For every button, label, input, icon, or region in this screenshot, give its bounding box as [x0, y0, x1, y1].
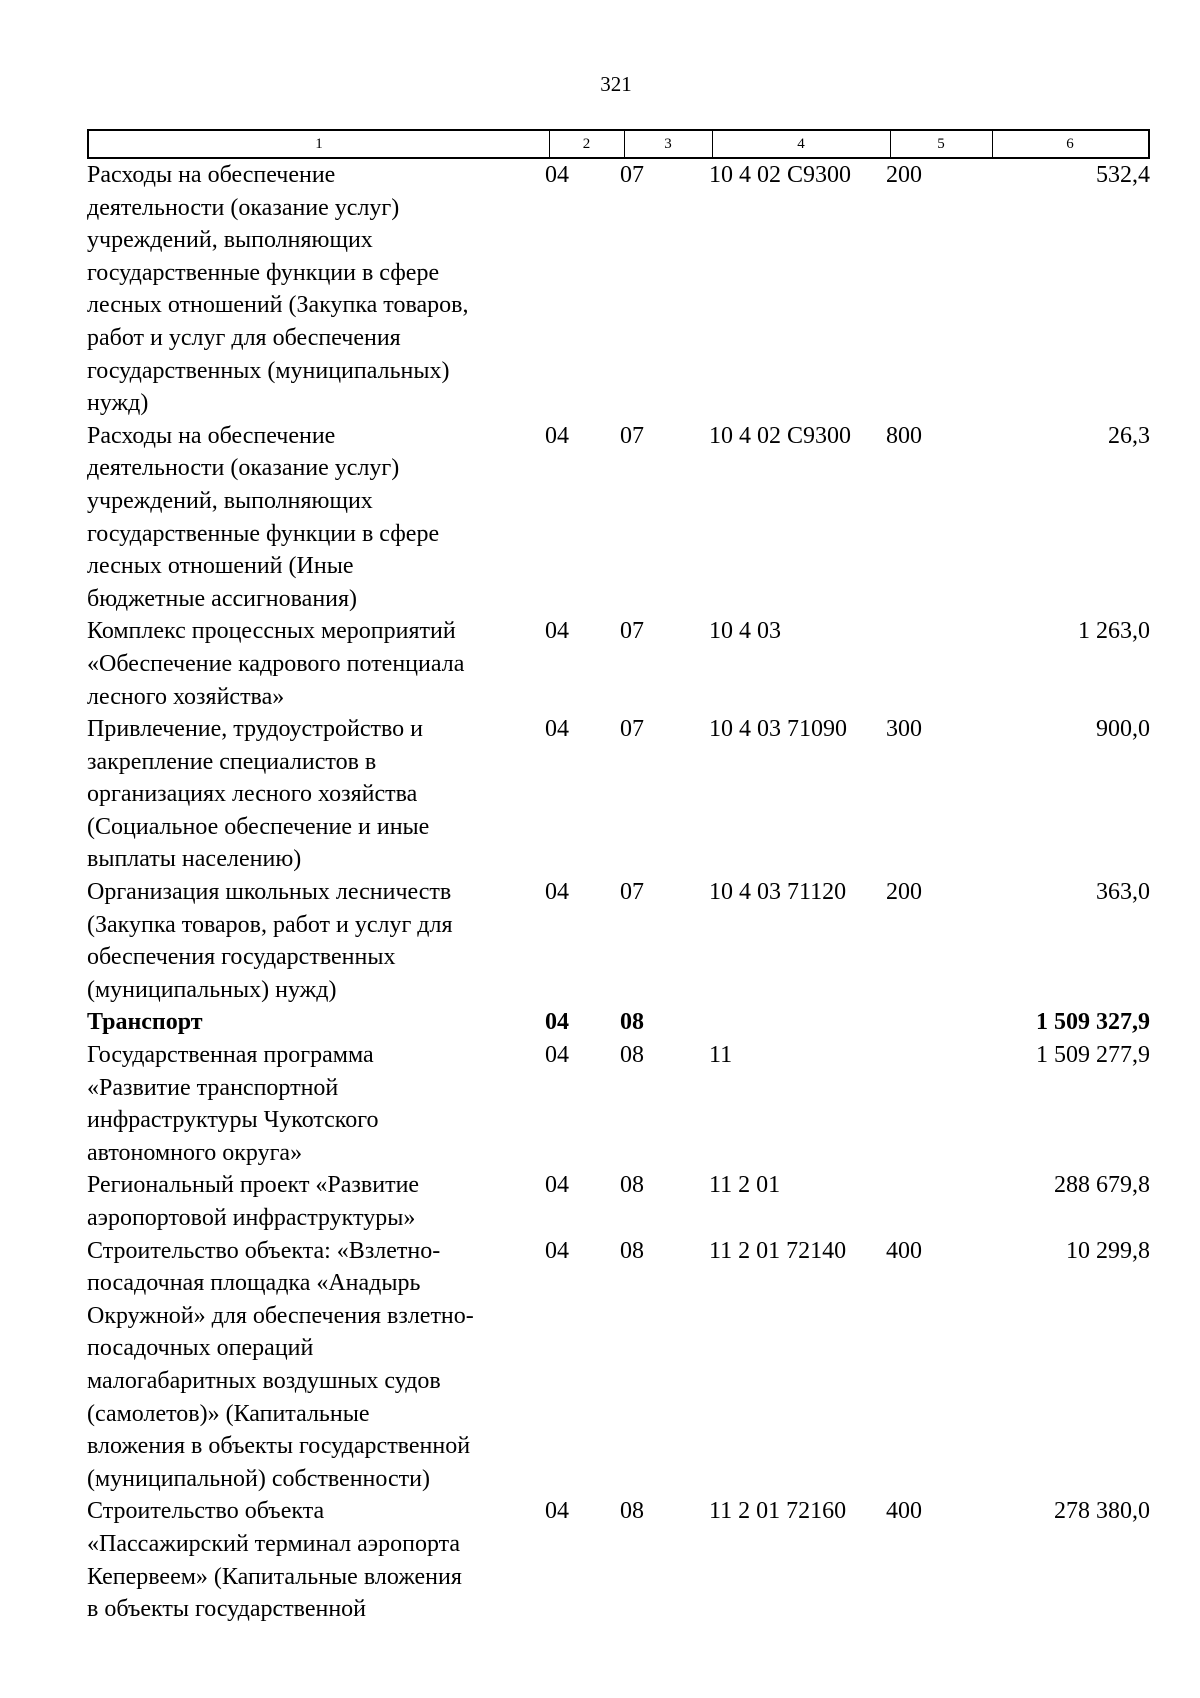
description-line: государственные функции в сфере [87, 259, 440, 286]
description-line: закрепление специалистов в [87, 748, 377, 775]
row-subsection: 08 [620, 1009, 644, 1036]
row-subsection: 08 [620, 1172, 644, 1199]
table-row [0, 1006, 1200, 1039]
table-row [0, 1169, 1200, 1234]
description-line: в объекты государственной [87, 1596, 367, 1623]
description-line: (муниципальной) собственности) [87, 1465, 430, 1492]
table-row [0, 1039, 1200, 1169]
row-expense-type: 200 [886, 879, 922, 906]
description-line: государственные функции в сфере [87, 520, 440, 547]
row-description [87, 615, 547, 713]
row-section: 04 [545, 1042, 569, 1069]
description-line: обеспечения государственных [87, 944, 396, 971]
row-amount: 1 509 327,9 [1036, 1009, 1150, 1036]
row-amount: 278 380,0 [1054, 1498, 1150, 1525]
row-target-article: 10 4 02 С9300 [709, 422, 852, 449]
row-description [87, 1039, 547, 1169]
row-description [87, 876, 547, 1006]
description-line: посадочная площадка «Анадырь [87, 1270, 421, 1297]
row-subsection: 07 [620, 618, 644, 645]
row-target-article: 11 2 01 72140 [709, 1237, 847, 1264]
row-amount: 10 299,8 [1066, 1237, 1150, 1264]
row-expense-type: 400 [886, 1498, 922, 1525]
description-line: Комплекс процессных мероприятий [87, 618, 456, 645]
row-description [87, 713, 547, 876]
row-amount: 532,4 [1096, 162, 1150, 188]
description-line: инфраструктуры Чукотского [87, 1107, 379, 1134]
description-line: государственных (муниципальных) [87, 357, 450, 384]
description-line: лесного хозяйства» [87, 683, 285, 710]
description-line: лесных отношений (Иные [87, 553, 354, 580]
row-target-article: 10 4 03 71120 [709, 879, 847, 906]
row-subsection: 07 [620, 162, 644, 188]
row-section: 04 [545, 879, 569, 906]
table-row [0, 876, 1200, 1006]
row-amount: 288 679,8 [1054, 1172, 1150, 1199]
page-number: 321 [600, 72, 632, 96]
description-line: Строительство объекта [87, 1498, 325, 1525]
table-body [0, 159, 1200, 1626]
row-target-article: 10 4 03 71090 [709, 716, 847, 743]
description-line: вложения в объекты государственной [87, 1433, 471, 1460]
row-target-article: 11 2 01 72160 [709, 1498, 847, 1525]
row-expense-type: 300 [886, 716, 922, 743]
table-row [0, 615, 1200, 713]
table-row [0, 1235, 1200, 1496]
row-subsection: 08 [620, 1237, 644, 1264]
description-line: организациях лесного хозяйства [87, 781, 418, 808]
description-line: Региональный проект «Развитие [87, 1172, 420, 1199]
row-amount: 26,3 [1108, 422, 1150, 449]
table-row [0, 1495, 1200, 1625]
row-expense-type: 200 [886, 162, 922, 188]
description-line: (муниципальных) нужд) [87, 976, 337, 1003]
row-section: 04 [545, 716, 569, 743]
description-line: Государственная программа [87, 1042, 374, 1069]
description-line: малогабаритных воздушных судов [87, 1367, 441, 1394]
description-line: Кепервеем» (Капитальные вложения [87, 1563, 462, 1590]
description-line: (самолетов)» (Капитальные [87, 1400, 370, 1427]
description-line: Организация школьных лесничеств [87, 879, 452, 906]
row-target-article: 10 4 02 С9300 [709, 162, 852, 188]
table-row [0, 713, 1200, 876]
header-col-4: 4 [797, 136, 805, 152]
row-description [87, 1235, 547, 1496]
row-amount: 363,0 [1096, 879, 1150, 906]
row-subsection: 08 [620, 1498, 644, 1525]
description-line: Расходы на обеспечение [87, 422, 336, 449]
header-col-5: 5 [937, 136, 945, 152]
row-target-article: 11 2 01 [709, 1172, 781, 1199]
description-line: нужд) [87, 390, 149, 417]
table-header [87, 129, 1150, 159]
row-description [87, 159, 547, 420]
row-subsection: 08 [620, 1042, 644, 1069]
description-line: учреждений, выполняющих [87, 227, 373, 254]
row-subsection: 07 [620, 716, 644, 743]
row-description [87, 420, 547, 616]
description-line: учреждений, выполняющих [87, 487, 373, 514]
description-line: Расходы на обеспечение [87, 162, 336, 188]
row-amount: 1 509 277,9 [1036, 1042, 1150, 1069]
description-line: работ и услуг для обеспечения [87, 324, 401, 351]
table-row [0, 159, 1200, 420]
row-amount: 1 263,0 [1078, 618, 1150, 645]
description-line: (Социальное обеспечение и иные [87, 813, 430, 840]
description-line: выплаты населению) [87, 846, 302, 873]
row-description [87, 1495, 547, 1625]
description-line: аэропортовой инфраструктуры» [87, 1205, 416, 1231]
row-section: 04 [545, 422, 569, 449]
header-col-3: 3 [664, 136, 672, 152]
description-line: лесных отношений (Закупка товаров, [87, 292, 469, 319]
row-expense-type: 400 [886, 1237, 922, 1264]
description-line: Строительство объекта: «Взлетно- [87, 1237, 441, 1264]
row-expense-type: 800 [886, 422, 922, 449]
description-line: Привлечение, трудоустройство и [87, 716, 423, 743]
row-section: 04 [545, 1498, 569, 1525]
description-line: деятельности (оказание услуг) [87, 455, 400, 482]
description-line: бюджетные ассигнования) [87, 585, 358, 612]
description-line: автономного округа» [87, 1139, 303, 1166]
description-line: Транспорт [87, 1009, 203, 1036]
row-description [87, 1169, 547, 1234]
description-line: «Обеспечение кадрового потенциала [87, 650, 465, 677]
row-section: 04 [545, 1237, 569, 1264]
row-subsection: 07 [620, 422, 644, 449]
description-line: посадочных операций [87, 1335, 314, 1362]
row-section: 04 [545, 618, 569, 645]
description-line: Окружной» для обеспечения взлетно- [87, 1302, 474, 1329]
description-line: «Развитие транспортной [87, 1074, 339, 1101]
row-section: 04 [545, 162, 569, 188]
header-col-1: 1 [315, 136, 323, 152]
table-row [0, 420, 1200, 616]
row-target-article: 10 4 03 [709, 618, 781, 645]
row-description [87, 1006, 547, 1039]
header-col-6: 6 [1066, 136, 1074, 152]
row-target-article: 11 [709, 1042, 733, 1069]
row-section: 04 [545, 1172, 569, 1199]
description-line: «Пассажирский терминал аэропорта [87, 1530, 461, 1557]
description-line: деятельности (оказание услуг) [87, 194, 400, 221]
row-subsection: 07 [620, 879, 644, 906]
row-amount: 900,0 [1096, 716, 1150, 743]
header-col-2: 2 [582, 136, 591, 152]
row-section: 04 [545, 1009, 569, 1036]
description-line: (Закупка товаров, работ и услуг для [87, 911, 453, 938]
